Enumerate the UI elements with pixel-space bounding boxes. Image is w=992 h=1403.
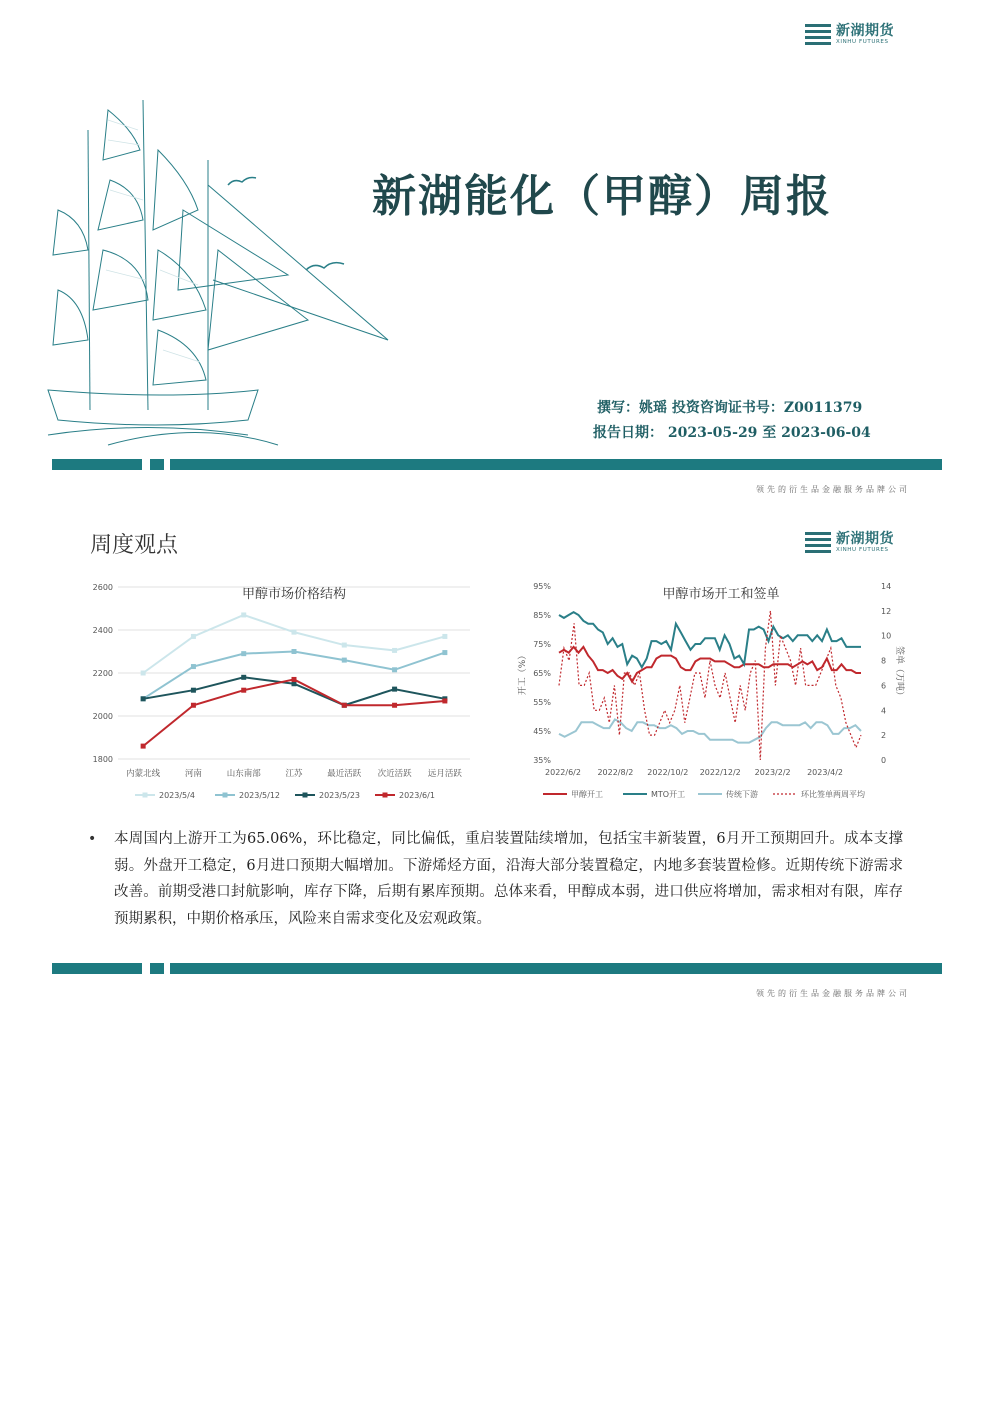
data-point bbox=[141, 696, 146, 701]
header-divider-mid bbox=[150, 459, 164, 470]
y-left-tick-label: 65% bbox=[533, 669, 551, 678]
y-left-label: 开工（%） bbox=[518, 650, 528, 696]
data-point bbox=[442, 698, 447, 703]
data-point bbox=[392, 667, 397, 672]
data-point bbox=[442, 650, 447, 655]
bullet-icon: • bbox=[88, 831, 97, 847]
footer-divider-left bbox=[52, 963, 142, 974]
y-left-tick-label: 35% bbox=[533, 756, 551, 765]
legend-marker bbox=[383, 793, 388, 798]
legend-label: 2023/5/4 bbox=[159, 791, 195, 800]
y-right-tick-label: 14 bbox=[881, 582, 892, 591]
y-left-tick-label: 85% bbox=[533, 611, 551, 620]
header-divider-left bbox=[52, 459, 142, 470]
data-point bbox=[191, 634, 196, 639]
report-date: 报告日期： 2023-05-29 至 2023-06-04 bbox=[593, 425, 871, 441]
section-title: 周度观点 bbox=[90, 533, 179, 558]
wave-logo-icon bbox=[805, 530, 831, 556]
data-point bbox=[241, 651, 246, 656]
y-tick-label: 2600 bbox=[92, 583, 113, 592]
logo-sub: XINHU FUTURES bbox=[836, 39, 889, 45]
footer-divider-mid bbox=[150, 963, 164, 974]
data-point bbox=[141, 744, 146, 749]
data-point bbox=[342, 643, 347, 648]
price-structure-chart bbox=[85, 576, 485, 806]
legend-label: 2023/5/23 bbox=[319, 791, 361, 800]
y-right-tick-label: 8 bbox=[881, 656, 887, 666]
y-left-tick-label: 55% bbox=[533, 698, 551, 707]
legend-label: MTO开工 bbox=[651, 790, 686, 799]
y-right-tick-label: 10 bbox=[881, 631, 892, 641]
x-tick-label: 2023/4/2 bbox=[807, 768, 844, 777]
data-point bbox=[392, 648, 397, 653]
chart-title: 甲醇市场开工和签单 bbox=[662, 587, 780, 602]
legend-marker bbox=[143, 793, 148, 798]
data-point bbox=[392, 687, 397, 692]
data-point bbox=[191, 688, 196, 693]
series-line bbox=[559, 611, 861, 760]
header-divider-main bbox=[170, 459, 942, 470]
y-tick-label: 1800 bbox=[92, 755, 113, 764]
data-point bbox=[292, 630, 297, 635]
wave-logo-icon bbox=[805, 22, 831, 48]
data-point bbox=[392, 703, 397, 708]
x-tick-label: 山东南部 bbox=[226, 769, 261, 779]
y-right-tick-label: 0 bbox=[881, 756, 887, 765]
y-tick-label: 2200 bbox=[92, 669, 113, 678]
y-right-tick-label: 2 bbox=[881, 731, 887, 741]
legend-label: 甲醇开工 bbox=[571, 790, 603, 799]
operating-rate-chart bbox=[515, 576, 904, 806]
data-point bbox=[241, 688, 246, 693]
data-point bbox=[342, 658, 347, 663]
x-tick-label: 2022/8/2 bbox=[597, 768, 634, 777]
data-point bbox=[241, 675, 246, 680]
logo-sub: XINHU FUTURES bbox=[836, 547, 889, 553]
brand-logo bbox=[805, 22, 894, 48]
legend-marker bbox=[303, 793, 308, 798]
data-point bbox=[191, 703, 196, 708]
x-tick-label: 次近活跃 bbox=[377, 769, 412, 779]
section-logo bbox=[805, 530, 894, 556]
x-tick-label: 2022/6/2 bbox=[545, 768, 581, 777]
x-tick-label: 2022/12/2 bbox=[699, 768, 741, 777]
series-line bbox=[559, 719, 861, 742]
report-title: 新湖能化（甲醇）周报 bbox=[372, 171, 832, 222]
y-left-tick-label: 75% bbox=[533, 640, 551, 649]
data-point bbox=[191, 664, 196, 669]
data-point bbox=[241, 612, 246, 617]
y-tick-label: 2000 bbox=[92, 712, 113, 721]
footer-divider-main bbox=[170, 963, 942, 974]
logo-name: 新湖期货 bbox=[836, 23, 894, 39]
viewpoint-block bbox=[88, 826, 903, 932]
x-tick-label: 河南 bbox=[184, 769, 202, 779]
y-tick-label: 2400 bbox=[92, 626, 113, 635]
data-point bbox=[292, 649, 297, 654]
y-left-tick-label: 95% bbox=[533, 582, 551, 591]
y-right-tick-label: 4 bbox=[881, 706, 887, 716]
x-tick-label: 远月活跃 bbox=[427, 769, 462, 779]
series-line bbox=[143, 615, 445, 673]
sailing-ship-illustration bbox=[48, 90, 408, 460]
header-slogan: 领先的衍生品金融服务品牌公司 bbox=[756, 485, 910, 494]
y-right-tick-label: 12 bbox=[881, 606, 892, 616]
legend-marker bbox=[223, 793, 228, 798]
x-tick-label: 最近活跃 bbox=[327, 769, 362, 779]
data-point bbox=[442, 634, 447, 639]
legend-label: 2023/5/12 bbox=[239, 791, 281, 800]
data-point bbox=[292, 681, 297, 686]
x-tick-label: 内蒙北线 bbox=[126, 769, 161, 779]
x-tick-label: 2023/2/2 bbox=[754, 768, 791, 777]
footer-slogan: 领先的衍生品金融服务品牌公司 bbox=[756, 989, 910, 998]
legend-label: 传统下游 bbox=[726, 790, 758, 799]
y-left-tick-label: 45% bbox=[533, 727, 551, 736]
chart-title: 甲醇市场价格结构 bbox=[241, 587, 347, 602]
data-point bbox=[141, 671, 146, 676]
legend-label: 环比签单两周平均 bbox=[801, 790, 865, 799]
y-right-tick-label: 6 bbox=[881, 681, 887, 691]
logo-name: 新湖期货 bbox=[836, 531, 894, 547]
y-right-label: 签单（万吨） bbox=[894, 645, 904, 701]
viewpoint-paragraph: 本周国内上游开工为65.06%，环比稳定，同比偏低，重启装置陆续增加，包括宝丰新装置，6月开工预期回升。成本支撑弱。外盘开工稳定，6月进口预期大幅增加。下游烯烃方面，沿海大部分装置稳定，内地多套装置检修。近期传统下游需求改善。前期受港口封航影响，库存下降，后期有累库预期。总体来看，甲醇成本弱，进口供应将增加，需求相对有限，库存预期累积，中期价格承压，风险来自需求变化及宏观政策。 bbox=[114, 831, 903, 927]
x-tick-label: 江苏 bbox=[285, 769, 303, 779]
data-point bbox=[292, 677, 297, 682]
legend-label: 2023/6/1 bbox=[399, 791, 435, 800]
author-line: 撰写：姚瑶 投资咨询证书号：Z0011379 bbox=[597, 400, 863, 416]
data-point bbox=[342, 703, 347, 708]
x-tick-label: 2022/10/2 bbox=[647, 768, 689, 777]
